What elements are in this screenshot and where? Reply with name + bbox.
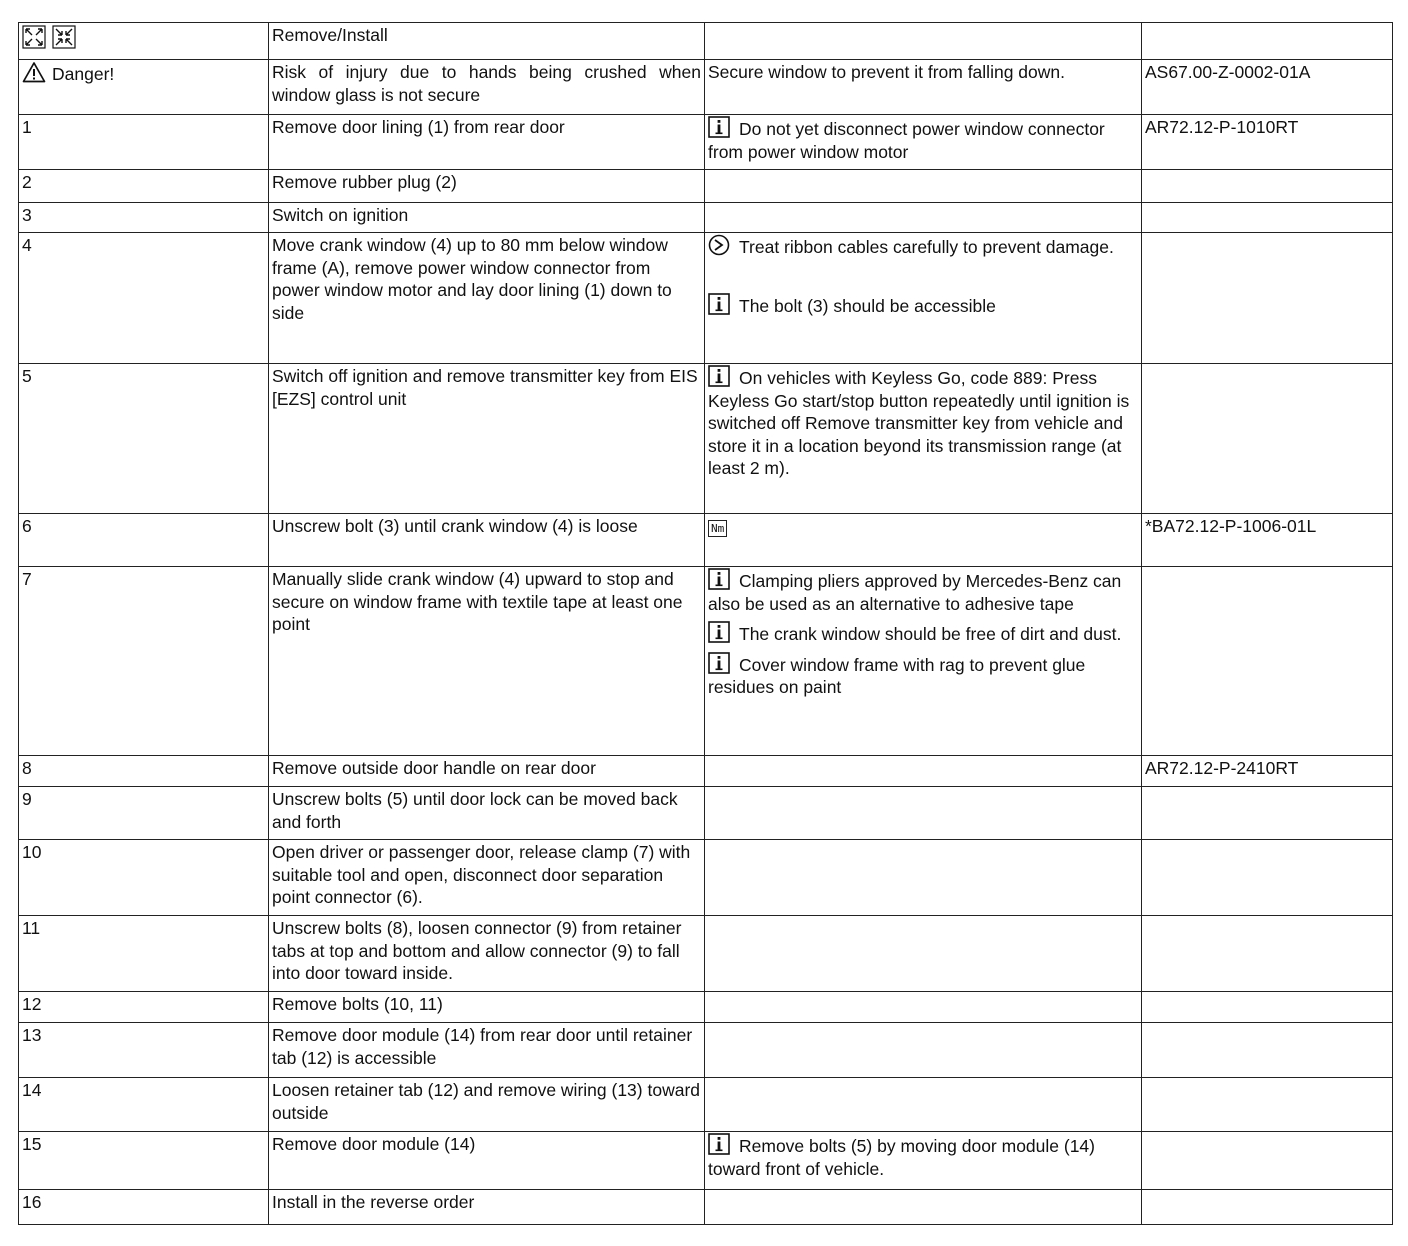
step-text: Switch on ignition — [269, 203, 705, 233]
table-row — [19, 1132, 1393, 1190]
expand-icon[interactable] — [22, 25, 46, 49]
danger-label: Danger! — [52, 64, 115, 84]
ref-link[interactable]: AR72.12-P-2410RT — [1142, 756, 1393, 787]
table-row — [19, 1078, 1393, 1132]
table-row — [19, 514, 1393, 567]
table-row — [19, 170, 1393, 203]
info-icon — [708, 1133, 730, 1155]
info-icon — [708, 568, 730, 590]
table-row — [19, 364, 1393, 514]
step-text: Open driver or passenger door, release clamp (7) with suitable tool and open, disconnect door separation point connector (6). — [269, 840, 705, 916]
step-text: Unscrew bolt (3) until crank window (4) is loose — [269, 514, 705, 567]
step-number: 14 — [19, 1078, 269, 1132]
step-number: 8 — [19, 756, 269, 787]
step-number: 5 — [19, 364, 269, 514]
table-row — [19, 916, 1393, 992]
table-row — [19, 1023, 1393, 1078]
info-icon — [708, 116, 730, 138]
step-text: Remove door lining (1) from rear door — [269, 115, 705, 170]
ref-link[interactable]: AR72.12-P-1010RT — [1142, 115, 1393, 170]
step-number: 1 — [19, 115, 269, 170]
danger-row — [19, 60, 1393, 115]
step-number: 7 — [19, 567, 269, 756]
step-number: 3 — [19, 203, 269, 233]
step-number: 12 — [19, 992, 269, 1023]
table-row — [19, 1190, 1393, 1225]
step-number: 15 — [19, 1132, 269, 1190]
step-number: 16 — [19, 1190, 269, 1225]
step-number: 13 — [19, 1023, 269, 1078]
info-icon — [708, 652, 730, 674]
step-number: 2 — [19, 170, 269, 203]
step-text: Remove outside door handle on rear door — [269, 756, 705, 787]
table-row — [19, 233, 1393, 364]
danger-measure: Secure window to prevent it from falling down. — [705, 60, 1142, 115]
table-row — [19, 567, 1393, 756]
note-text: Treat ribbon cables carefully to prevent damage. — [739, 237, 1114, 257]
danger-ref-link[interactable]: AS67.00-Z-0002-01A — [1142, 60, 1393, 115]
step-text: Unscrew bolts (8), loosen connector (9) from retainer tabs at top and bottom and allow connector (9) to fall into door toward inside. — [269, 916, 705, 992]
procedure-table — [18, 22, 1393, 1225]
note-text: Clamping pliers approved by Mercedes-Benz can also be used as an alternative to adhesive tape — [708, 571, 1122, 614]
table-row — [19, 787, 1393, 840]
torque-icon[interactable]: Nm — [708, 520, 727, 537]
info-icon — [708, 621, 730, 643]
danger-text: Risk of injury due to hands being crushed when window glass is not secure — [269, 60, 705, 115]
note-text: The crank window should be free of dirt and dust. — [739, 624, 1122, 644]
step-text: Remove door module (14) — [269, 1132, 705, 1190]
step-text: Remove rubber plug (2) — [269, 170, 705, 203]
header-row — [19, 23, 1393, 60]
caution-icon — [708, 234, 730, 256]
step-text: Install in the reverse order — [269, 1190, 705, 1225]
step-text: Remove bolts (10, 11) — [269, 992, 705, 1023]
table-row — [19, 992, 1393, 1023]
note-text: Cover window frame with rag to prevent glue residues on paint — [708, 654, 1086, 697]
table-row — [19, 840, 1393, 916]
step-number: 6 — [19, 514, 269, 567]
step-number: 10 — [19, 840, 269, 916]
step-text: Switch off ignition and remove transmitter key from EIS [EZS] control unit — [269, 364, 705, 514]
icons-cell — [19, 23, 269, 60]
note-text: The bolt (3) should be accessible — [739, 295, 996, 316]
table-row — [19, 203, 1393, 233]
table-row — [19, 756, 1393, 787]
step-number: 4 — [19, 233, 269, 364]
table-row — [19, 115, 1393, 170]
step-number: 11 — [19, 916, 269, 992]
note-text: Remove bolts (5) by moving door module (14) toward front of vehicle. — [708, 1136, 1095, 1179]
collapse-icon[interactable] — [52, 25, 76, 49]
ref-link[interactable]: *BA72.12-P-1006-01L — [1142, 514, 1393, 567]
step-text: Loosen retainer tab (12) and remove wiring (13) toward outside — [269, 1078, 705, 1132]
step-number: 9 — [19, 787, 269, 840]
warning-icon — [22, 61, 46, 83]
step-text: Manually slide crank window (4) upward to stop and secure on window frame with textile tape at least one point — [269, 567, 705, 756]
note-text: Do not yet disconnect power window connector from power window motor — [708, 119, 1105, 162]
info-icon — [708, 365, 730, 387]
note-text: On vehicles with Keyless Go, code 889: Press Keyless Go start/stop button repeatedly until ignition is switched off Remove transmitter key from vehicle and store it in a location beyond its transmission range (at least 2 m). — [708, 368, 1130, 478]
step-text: Move crank window (4) up to 80 mm below window frame (A), remove power window connector from power window motor and lay door lining (1) down to side — [269, 233, 705, 364]
step-text: Remove door module (14) from rear door until retainer tab (12) is accessible — [269, 1023, 705, 1078]
step-text: Unscrew bolts (5) until door lock can be moved back and forth — [269, 787, 705, 840]
page-title: Remove/Install — [269, 23, 705, 60]
info-icon — [708, 293, 730, 315]
